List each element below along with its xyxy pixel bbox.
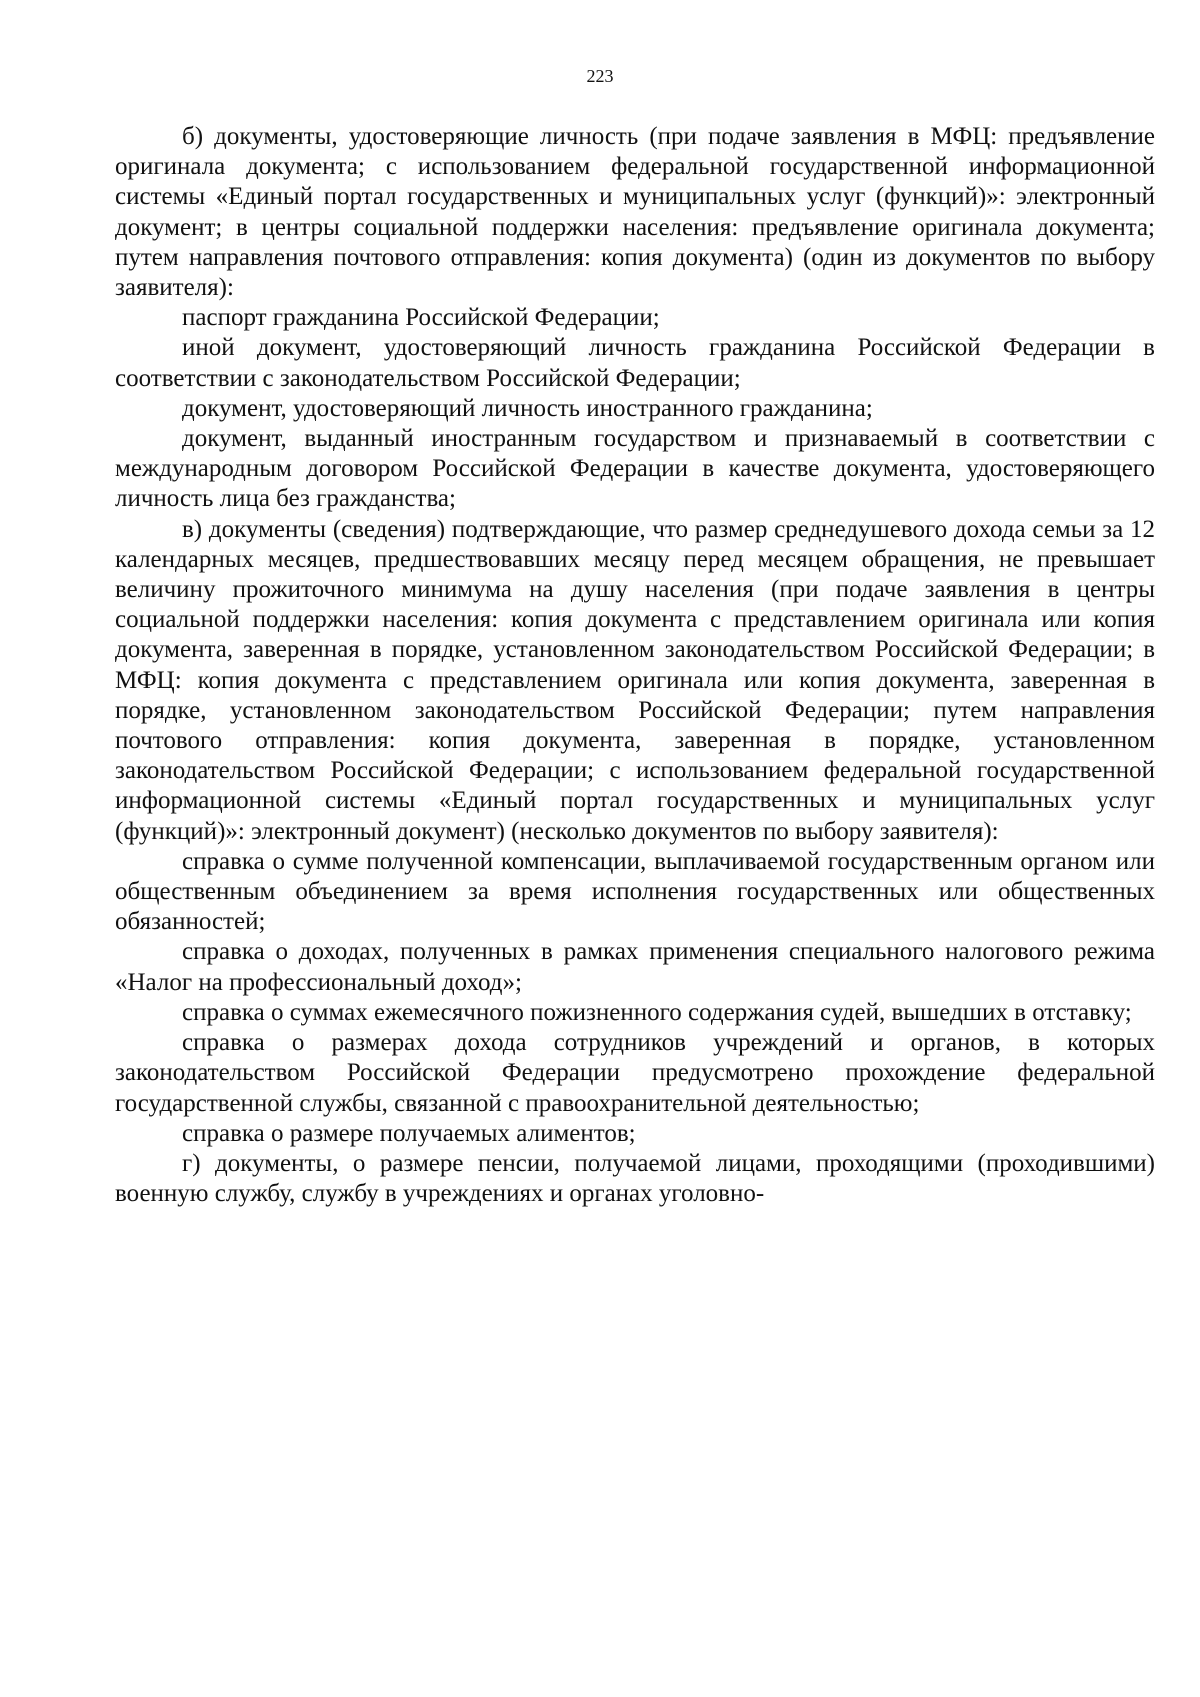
paragraph-g-pension-documents: г) документы, о размере пенсии, получаемой лицами, проходящими (проходившими) военную службу, службу в учреждениях и органах уголовно- [115, 1149, 1155, 1208]
paragraph-alimony-certificate: справка о размере получаемых алиментов; [182, 1119, 636, 1147]
paragraph-v-income-documents: в) документы (сведения) подтверждающие, что размер среднедушевого дохода семьи за 12 календарных месяцев, предшествовавших месяцу перед месяцем обращения, не превышает величину прожиточного минимума на душу населения (при подаче заявления в центры социальной поддержки населения: копия документа с представлением оригинала или копия документа, заверенная в порядке, установленном законодательством Российской Федерации; в МФЦ: копия документа с представлением оригинала или копия документа, заверенная в порядке, установленном законодательством Российской Федерации; путем направления почтового отправления: копия документа, заверенная в порядке, установленном законодательством Российской Федерации; с использованием федеральной государственной информационной системы «Единый портал государственных и муниципальных услуг (функций)»: электронный документ) (несколько документов по выбору заявителя): [115, 515, 1155, 845]
paragraph-stateless-person-document: документ, выданный иностранным государством и признаваемый в соответствии с международным договором Российской Федерации в качестве документа, удостоверяющего личность лица без гражданства; [115, 425, 1155, 513]
paragraph-foreign-citizen-document: документ, удостоверяющий личность иностранного гражданина; [182, 394, 873, 422]
paragraph-law-enforcement-income-certificate: справка о размерах дохода сотрудников учреждений и органов, в которых законодательством Российской Федерации предусмотрено прохождение федеральной государственной службы, связанной с правоохранительной деятельностью; [115, 1029, 1155, 1117]
paragraph-b-identity-documents: б) документы, удостоверяющие личность (при подаче заявления в МФЦ: предъявление оригинала документа; с использованием федеральной государственной информационной системы «Единый портал государственных и муниципальных услуг (функций)»: электронный документ; в центры социальной поддержки населения: предъявление оригинала документа; путем направления почтового отправления: копия документа) (один из документов по выбору заявителя): [115, 123, 1155, 302]
paragraph-self-employed-income-certificate: справка о доходах, полученных в рамках применения специального налогового режима «Налог на профессиональный доход»; [115, 938, 1155, 996]
paragraph-retired-judges-certificate: справка о суммах ежемесячного пожизненного содержания судей, вышедших в отставку; [182, 998, 1132, 1026]
paragraph-compensation-certificate: справка о сумме полученной компенсации, выплачиваемой государственным органом или общественным объединением за время исполнения государственных или общественных обязанностей; [115, 847, 1155, 936]
document-body [115, 122, 1155, 1209]
paragraph-other-identity-document: иной документ, удостоверяющий личность гражданина Российской Федерации в соответствии с законодательством Российской Федерации; [115, 334, 1155, 392]
paragraph-passport: паспорт гражданина Российской Федерации; [182, 304, 660, 332]
page-number: 223 [586, 66, 614, 86]
